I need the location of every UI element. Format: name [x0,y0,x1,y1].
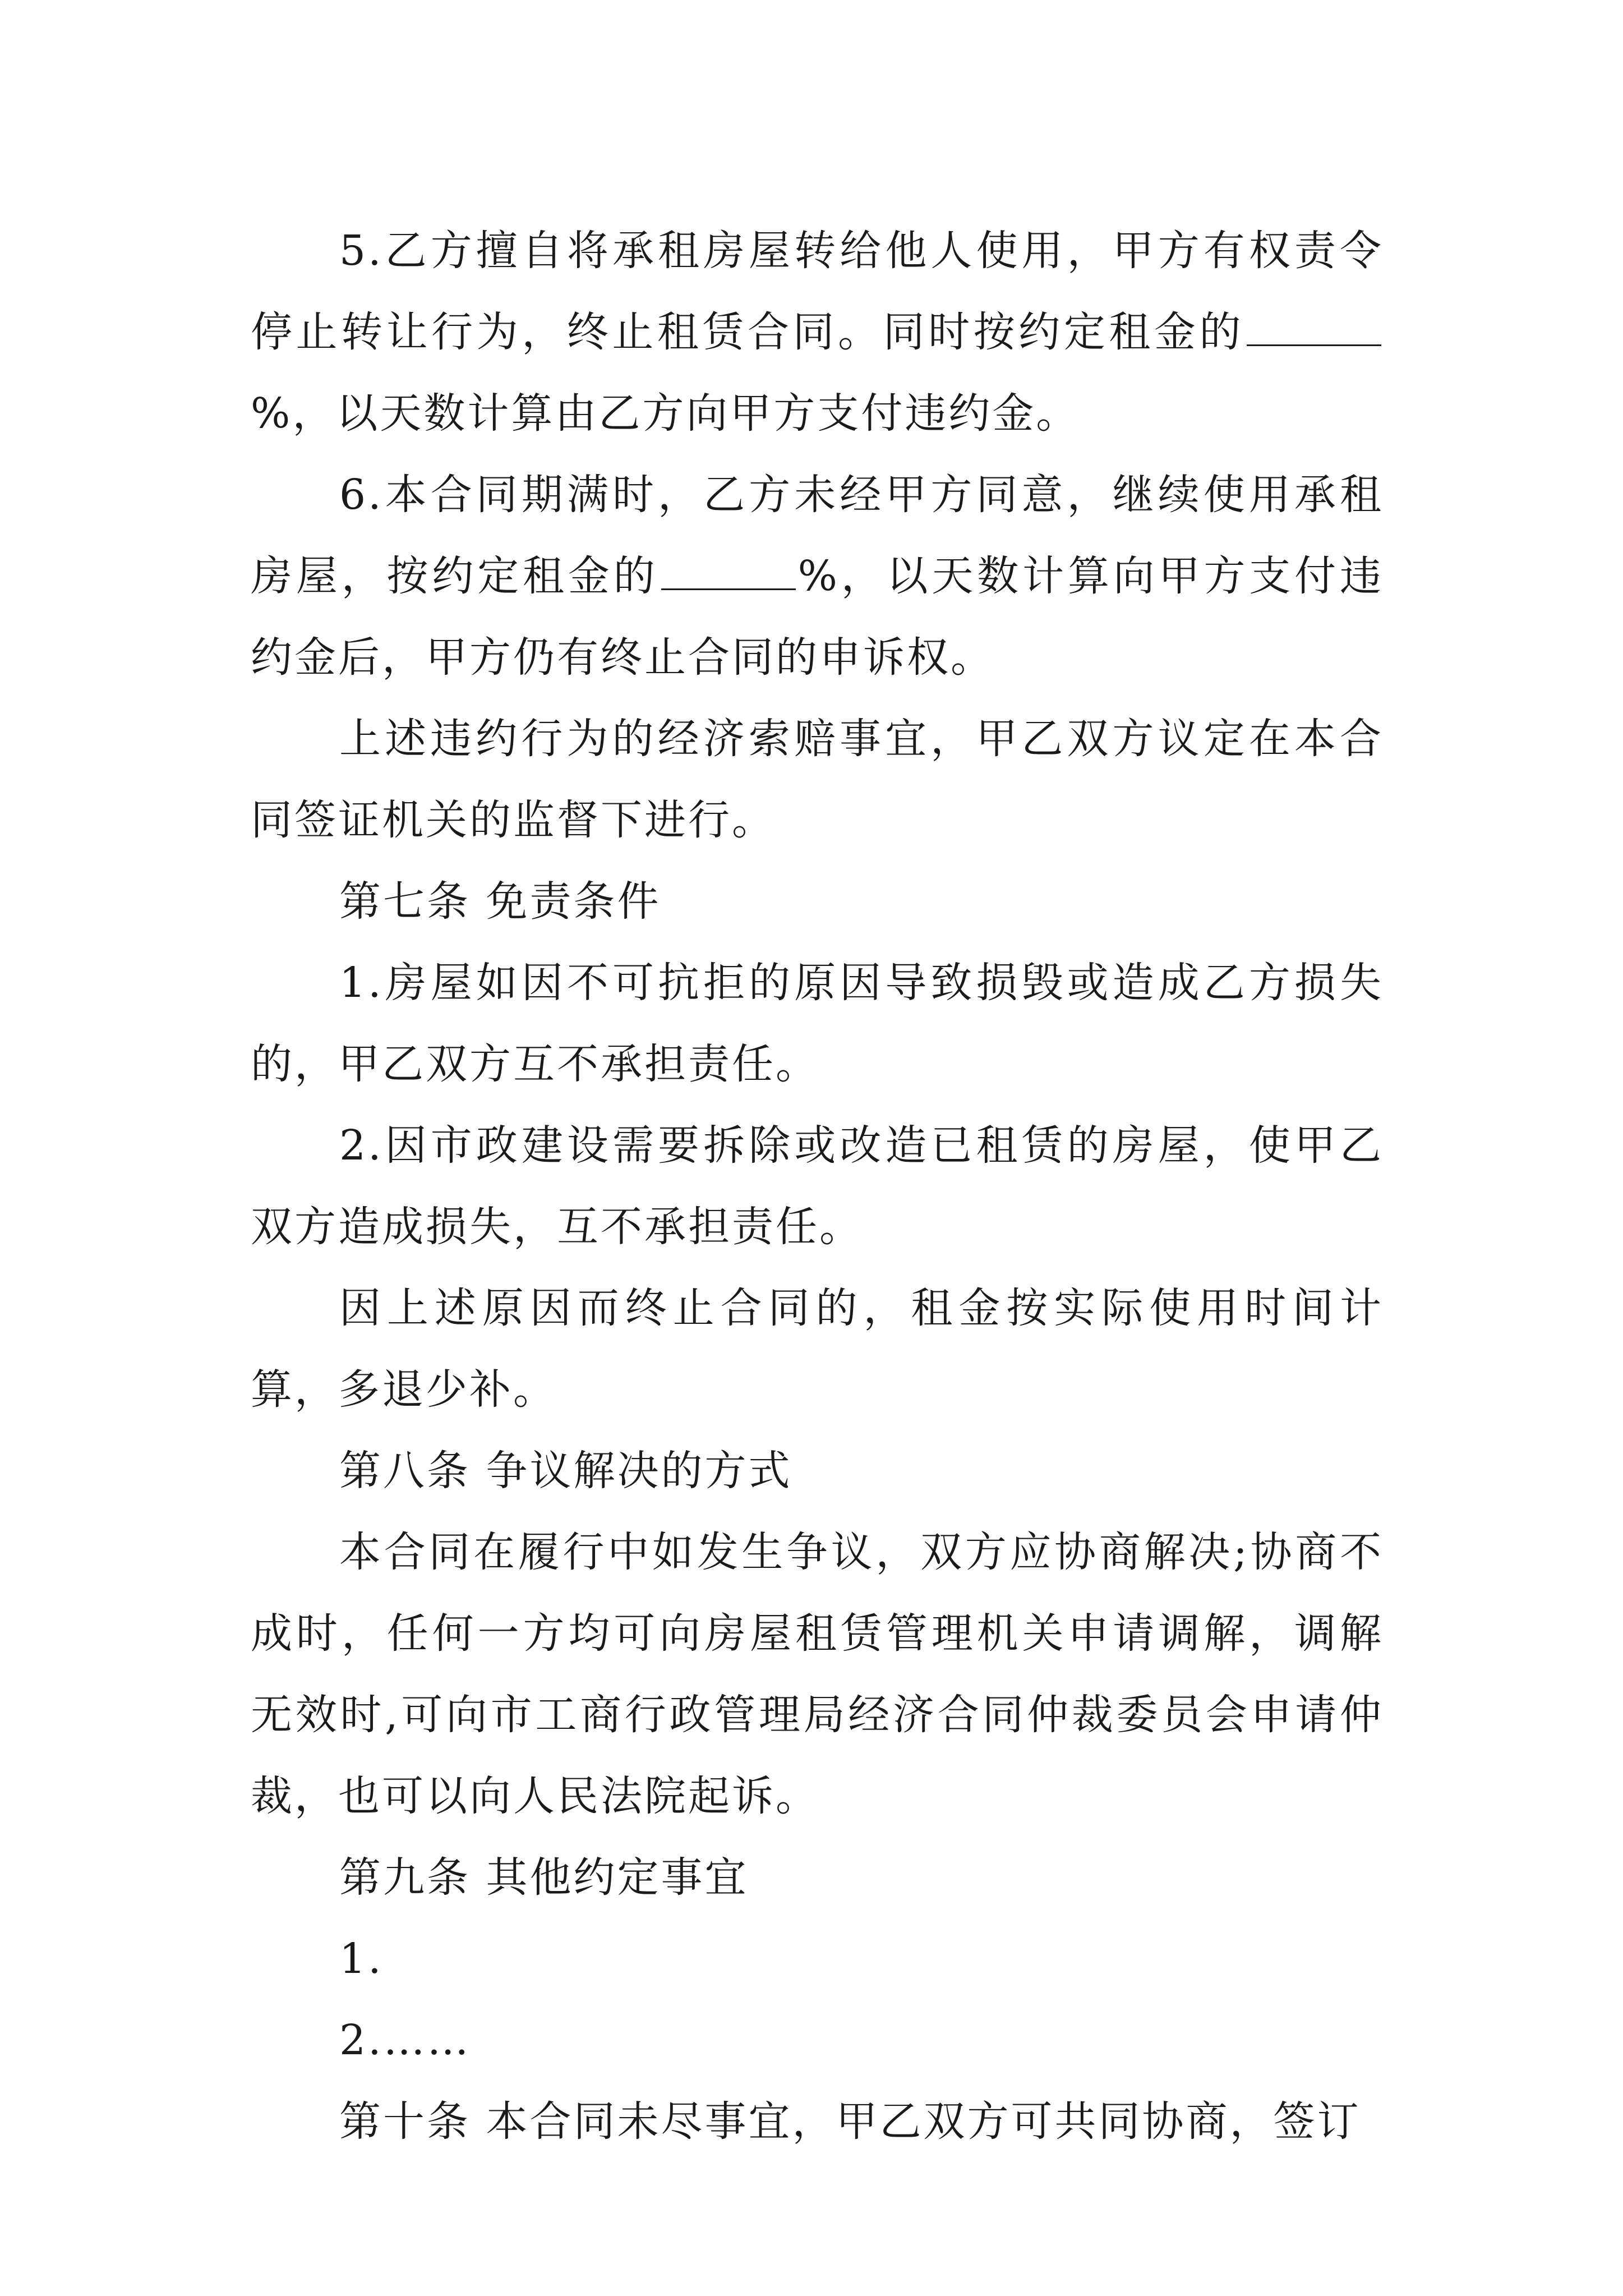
clause-6-text-start: 6.本合同期满时，乙方未经甲方同意，继续使用承租房屋，按约定租金的 [251,471,1384,600]
clause-6-text-end: %，以天数计算向甲方支付违约金后，甲方仍有终止合同的申诉权。 [251,552,1384,682]
clause-5-text-start: 5.乙方擅自将承租房屋转给他人使用，甲方有权责令停止转让行为，终止租赁合同。同时按约定租金的 [251,227,1384,356]
paragraph-article-9-item-1: 1. [339,1935,384,1983]
blank-field-penalty-rate-1 [1247,311,1381,346]
clause-5-text-end: %，以天数计算由乙方向甲方支付违约金。 [251,389,1080,438]
paragraph-compensation: 上述违约行为的经济索赔事宜，甲乙双方议定在本合同签证机关的监督下进行。 [251,715,1384,844]
paragraph-article-9-item-2: 2.…… [339,2016,471,2064]
paragraph-dispute-resolution: 本合同在履行中如发生争议，双方应协商解决;协商不成时，任何一方均可向房屋租赁管理机关申请调解，调解无效时,可向市工商行政管理局经济合同仲裁委员会申请仲裁，也可以向人民法院起诉。 [251,1528,1384,1820]
paragraph-rent-settlement: 因上述原因而终止合同的，租金按实际使用时间计算，多退少补。 [251,1284,1384,1414]
paragraph-article-7-item-2: 2.因市政建设需要拆除或改造已租赁的房屋，使甲乙双方造成损失，互不承担责任。 [251,1121,1384,1251]
article-9-heading: 第九条 其他约定事宜 [339,1853,749,1902]
paragraph-article-7-item-1: 1.房屋如因不可抗拒的原因导致损毁或造成乙方损失的，甲乙双方互不承担责任。 [251,959,1384,1088]
paragraph-clause-6 [251,454,1384,698]
document-body [251,210,1384,2162]
article-10-heading: 第十条 本合同未尽事宜，甲乙双方可共同协商，签订 [339,2097,1361,2146]
article-8-heading: 第八条 争议解决的方式 [339,1447,792,1495]
paragraph-clause-5 [251,210,1384,454]
blank-field-penalty-rate-2 [661,555,796,590]
article-7-heading: 第七条 免责条件 [339,877,661,926]
